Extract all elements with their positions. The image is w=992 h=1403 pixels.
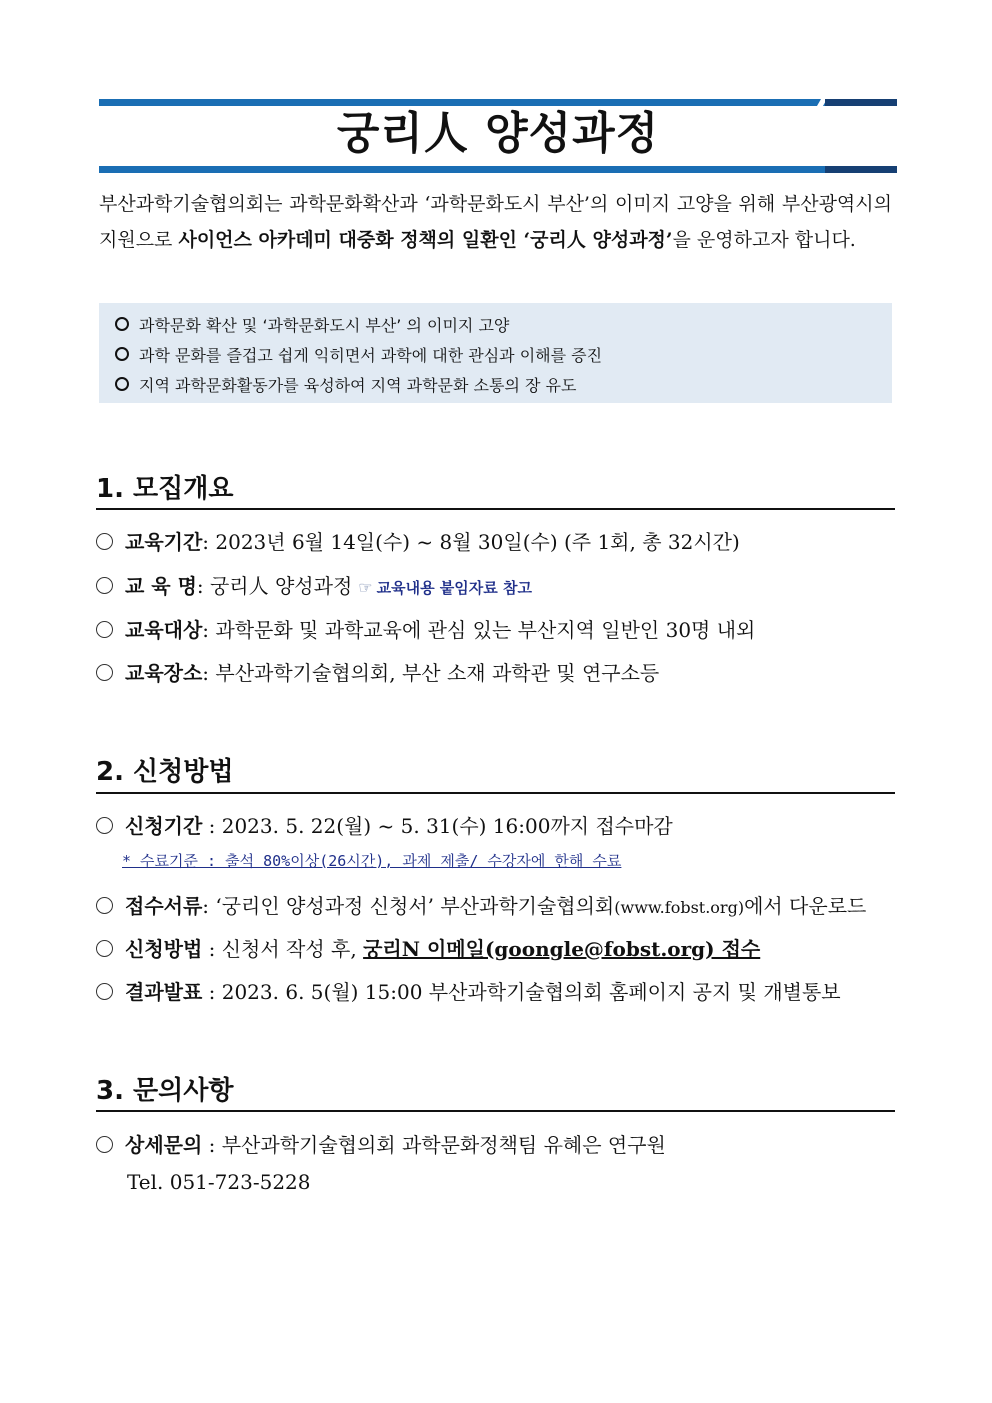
- row-value: : 부산과학기술협의회, 부산 소재 과학관 및 연구소등: [202, 661, 660, 685]
- info-row-contact: [96, 1129, 666, 1158]
- website-link[interactable]: (www.fobst.org): [614, 898, 745, 917]
- intro-text-1: 부산과학기술협의회는 과학문화확산과 ‘과학문화도시 부산’의 이미지 고양을 위해 부산광역시의 지원으로: [99, 193, 892, 251]
- row-label: 상세문의: [125, 1133, 203, 1157]
- row-label: 신청기간: [125, 814, 203, 838]
- row-label: 신청방법: [125, 937, 203, 961]
- intro-text-bold: 사이언스 아카데미 대중화 정책의 일환인 ‘궁리人 양성과정’: [178, 229, 673, 251]
- section-divider: [96, 508, 895, 510]
- row-value: : ‘궁리인 양성과정 신청서’ 부산과학기술협의회: [202, 894, 615, 918]
- row-value: : 신청서 작성 후,: [202, 937, 364, 961]
- section-title-recruitment: 1. 모집개요: [96, 474, 234, 504]
- info-row-period: [96, 526, 740, 555]
- goal-text: 과학 문화를 즐겁고 쉽게 익히면서 과학에 대한 관심과 이해를 증진: [139, 346, 603, 365]
- goal-item: [115, 373, 576, 396]
- circle-bullet-icon: [96, 817, 113, 834]
- pointing-hand-icon: ☞: [358, 578, 373, 597]
- circle-bullet-icon: [96, 577, 113, 594]
- section-divider: [96, 1110, 895, 1112]
- email-link[interactable]: 궁리N 이메일(goongle@fobst.org) 접수: [363, 937, 761, 961]
- info-row-apply-period: [96, 810, 673, 839]
- info-row-result: [96, 976, 841, 1005]
- row-value: : 2023. 5. 22(월) ~ 5. 31(수) 16:00까지 접수마감: [202, 814, 673, 838]
- section-divider: [96, 792, 895, 794]
- row-label: 교육장소: [125, 661, 203, 685]
- circle-bullet-icon: [96, 1136, 113, 1153]
- intro-paragraph: [99, 186, 892, 258]
- circle-bullet-icon: [115, 317, 129, 331]
- row-value: : 과학문화 및 과학교육에 관심 있는 부산지역 일반인 30명 내외: [202, 618, 756, 642]
- page-title: 궁리人 양성과정: [336, 108, 660, 159]
- section-title-application: 2. 신청방법: [96, 757, 234, 787]
- row-label: 결과발표: [125, 980, 203, 1004]
- row-value-suffix: 에서 다운로드: [744, 894, 867, 918]
- goal-item: [115, 343, 602, 366]
- row-label: 교육기간: [125, 530, 203, 554]
- circle-bullet-icon: [96, 897, 113, 914]
- info-row-place: [96, 657, 659, 686]
- title-bar-accent: [825, 166, 897, 173]
- goal-text: 과학문화 확산 및 ‘과학문화도시 부산’ 의 이미지 고양: [139, 316, 510, 335]
- intro-text-2: 을 운영하고자 합니다.: [672, 229, 856, 251]
- contact-phone: Tel. 051-723-5228: [127, 1170, 311, 1194]
- circle-bullet-icon: [96, 664, 113, 681]
- info-row-documents: [96, 890, 866, 919]
- goals-box: [99, 303, 892, 403]
- section-title-inquiry: 3. 문의사항: [96, 1076, 234, 1106]
- info-row-method: [96, 933, 760, 962]
- goal-text: 지역 과학문화활동가를 육성하여 지역 과학문화 소통의 장 유도: [139, 376, 577, 395]
- circle-bullet-icon: [115, 377, 129, 391]
- circle-bullet-icon: [96, 940, 113, 957]
- circle-bullet-icon: [96, 621, 113, 638]
- circle-bullet-icon: [115, 347, 129, 361]
- title-bottom-bar: [99, 166, 897, 173]
- row-value: : 궁리人 양성과정: [196, 574, 353, 598]
- completion-criteria-note: * 수료기준 : 출석 80%이상(26시간), 과제 제출/ 수강자에 한해 수료: [122, 852, 622, 870]
- row-value: : 2023. 6. 5(월) 15:00 부산과학기술협의회 홈페이지 공지 및 개별통보: [202, 980, 841, 1004]
- row-label: 교육대상: [125, 618, 203, 642]
- row-label: 교 육 명: [125, 574, 197, 598]
- circle-bullet-icon: [96, 983, 113, 1000]
- circle-bullet-icon: [96, 533, 113, 550]
- info-row-course-name: [96, 570, 532, 599]
- row-label: 접수서류: [125, 894, 203, 918]
- row-value: : 2023년 6월 14일(수) ~ 8월 30일(수) (주 1회, 총 32시간): [202, 530, 740, 554]
- attachment-reference: 교육내용 붙임자료 참고: [376, 579, 532, 597]
- row-value: : 부산과학기술협의회 과학문화정책팀 유혜은 연구원: [202, 1133, 666, 1157]
- goal-item: [115, 313, 509, 336]
- info-row-target: [96, 614, 755, 643]
